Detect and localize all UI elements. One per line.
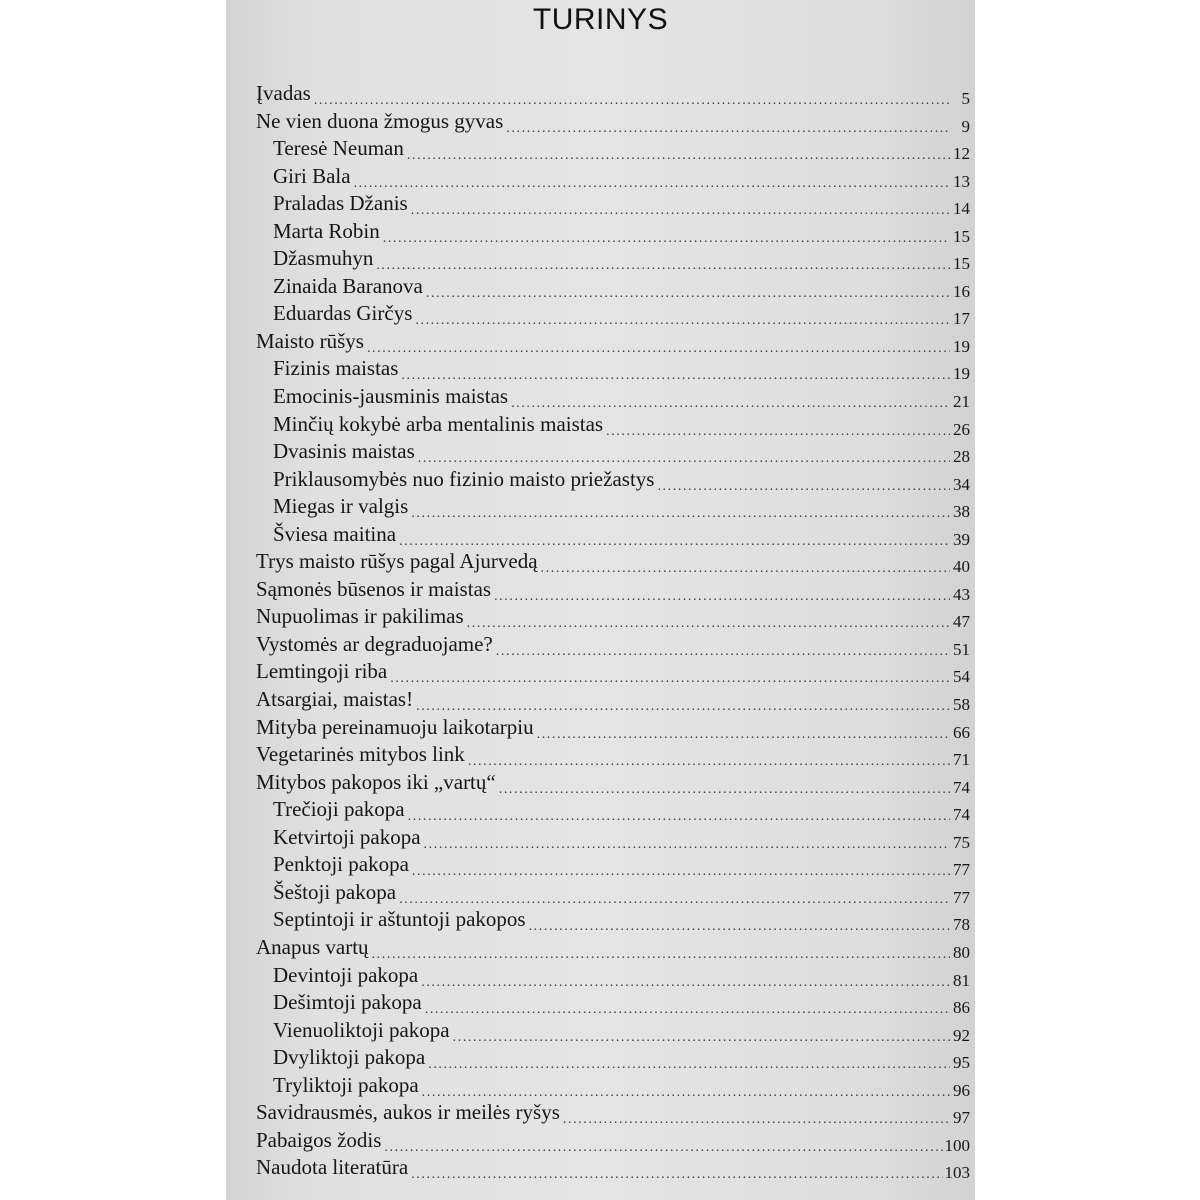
dot-leader [411,500,950,528]
toc-entry-title: Įvadas [256,81,311,105]
toc-entry-title: Vegetarinės mitybos link [256,742,465,767]
toc-entry-page-number: 71 [953,750,970,770]
toc-entry-page-number: 15 [953,254,970,274]
toc-entry-page-number: 75 [953,832,970,852]
dot-leader [407,142,950,170]
dot-leader [383,225,950,253]
toc-entry-page-number: 15 [953,226,970,246]
toc-entry-title: Mitybos pakopos iki „vartų“ [256,769,496,794]
toc-entry-page-number: 40 [953,557,970,577]
toc-entry-title: Devintoji pakopa [273,962,419,987]
toc-entry-title: Tryliktoji pakopa [273,1072,419,1097]
toc-entry-page-number: 21 [953,392,970,412]
toc-entry-title: Pabaigos žodis [256,1127,382,1152]
toc-entry-title: Maisto rūšys [256,328,364,353]
dot-leader [468,748,950,776]
toc-entry-title: Sąmonės būsenos ir maistas [256,576,492,601]
dot-leader [606,418,950,446]
toc-entry-title: Trys maisto rūšys pagal Ajurvedą [256,549,538,574]
toc-entry-title: Praladas Džanis [273,191,408,216]
book-page [226,0,975,1200]
dot-leader [372,941,950,969]
toc-entry-page-number: 17 [953,309,970,329]
dot-leader [415,307,950,335]
toc-entry-page-number: 96 [953,1080,970,1100]
toc-entry-title: Teresė Neuman [273,136,404,161]
dot-leader [425,996,950,1024]
dot-leader [511,390,950,418]
toc-entry-title: Savidrausmės, aukos ir meilės ryšys [256,1100,560,1125]
toc-entry-page-number: 12 [953,144,970,164]
table-of-contents [256,80,970,1182]
dot-leader [412,858,950,886]
toc-entry-page-number: 14 [953,199,970,219]
dot-leader [537,721,950,749]
toc-entry-page-number: 34 [953,474,970,494]
dot-leader [422,1079,950,1107]
toc-entry-title: Trečioji pakopa [273,797,405,822]
dot-leader [384,1134,942,1162]
toc-entry-page-number: 47 [953,612,970,632]
dot-leader [408,803,950,831]
dot-leader [499,776,950,804]
dot-leader [657,473,950,501]
dot-leader [428,1051,950,1079]
toc-entry-page-number: 19 [953,364,970,384]
dot-leader [416,693,950,721]
dot-leader [421,969,950,997]
toc-entry-page-number: 92 [953,1025,970,1045]
dot-leader [411,197,950,225]
toc-entry-page-number: 43 [953,584,970,604]
toc-entry-page-number: 5 [961,89,970,108]
toc-entry-page-number: 78 [953,915,970,935]
dot-leader [506,115,950,143]
page-title: TURINYS [532,3,669,36]
dot-leader [367,335,950,363]
toc-entry-page-number: 26 [953,419,970,439]
toc-entry-page-number: 74 [953,777,970,797]
toc-entry-page-number: 66 [953,722,970,742]
toc-entry-title: Dvyliktoji pakopa [273,1045,426,1070]
toc-entry-title: Dvasinis maistas [273,439,415,464]
toc-entry-page-number: 28 [953,447,970,467]
toc-entry-page-number: 51 [953,639,970,659]
toc-entry-page-number: 13 [953,171,970,191]
dot-leader [453,1024,950,1052]
toc-entry-title: Emocinis-jausminis maistas [273,384,509,409]
toc-entry-title: Priklausomybės nuo fizinio maisto priežastys [273,466,655,491]
toc-entry-page-number: 80 [953,942,970,962]
toc-entry-title: Ne vien duona žmogus gyvas [256,108,504,133]
toc-entry-title: Džasmuhyn [273,246,374,271]
toc-entry-page-number: 97 [953,1108,970,1128]
toc-entry-page-number: 39 [953,529,970,549]
toc-entry-title: Minčių kokybė arba mentalinis maistas [273,411,604,436]
toc-entry-page-number: 19 [953,336,970,356]
toc-entry-page-number: 103 [944,1163,970,1183]
dot-leader [496,638,950,666]
toc-entry-title: Atsargiai, maistas! [256,687,414,712]
toc-entry-page-number: 95 [953,1053,970,1073]
toc-entry-page-number: 16 [953,281,970,301]
toc-entry-title: Dešimtoji pakopa [273,990,422,1015]
toc-entry-page-number: 86 [953,998,970,1018]
dot-leader [563,1106,950,1134]
dot-leader [467,610,950,638]
toc-entry-title: Penktoji pakopa [273,852,409,877]
toc-entry-page-number: 77 [953,887,970,907]
toc-entry-title: Šeštoji pakopa [273,879,397,904]
dot-leader [390,665,950,693]
dot-leader [494,583,950,611]
toc-entry-title: Marta Robin [273,218,380,243]
toc-entry-page-number: 9 [961,116,970,136]
dot-leader [411,1161,942,1189]
toc-entry-title: Ketvirtoji pakopa [273,824,421,849]
dot-leader [426,280,950,308]
dot-leader [314,87,950,115]
toc-entry-page-number: 74 [953,805,970,825]
toc-entry-title: Mityba pereinamuoju laikotarpiu [256,714,534,739]
toc-entry-page-number: 100 [944,1135,970,1155]
dot-leader [399,886,950,914]
toc-entry-title: Septintoji ir aštuntoji pakopos [273,907,526,932]
toc-entry-page-number: 81 [953,970,970,990]
toc-entry-title: Vystomės ar degraduojame? [256,631,493,656]
toc-entry-page-number: 54 [953,667,970,687]
dot-leader [529,913,950,941]
dot-leader [401,362,950,390]
toc-entry-page-number: 38 [953,502,970,522]
toc-entry-page-number: 77 [953,860,970,880]
toc-entry [256,80,970,108]
dot-leader [424,831,950,859]
toc-entry-title: Anapus vartų [256,934,369,959]
toc-entry-title: Lemtingoji riba [256,659,388,684]
toc-entry-title: Vienuoliktoji pakopa [273,1017,450,1042]
toc-entry-title: Naudota literatūra [256,1155,409,1180]
toc-entry-title: Nupuolimas ir pakilimas [256,604,464,629]
toc-entry-title: Miegas ir valgis [273,494,409,519]
toc-entry-title: Eduardas Girčys [273,301,413,326]
dot-leader [376,252,950,280]
toc-entry-title: Zinaida Baranova [273,273,423,298]
toc-entry-title: Giri Bala [273,163,351,188]
dot-leader [399,528,950,556]
toc-entry-title: Fizinis maistas [273,356,399,381]
dot-leader [354,170,950,198]
toc-entry-title: Šviesa maitina [273,521,397,546]
dot-leader [541,555,950,583]
dot-leader [418,445,950,473]
toc-entry-page-number: 58 [953,695,970,715]
